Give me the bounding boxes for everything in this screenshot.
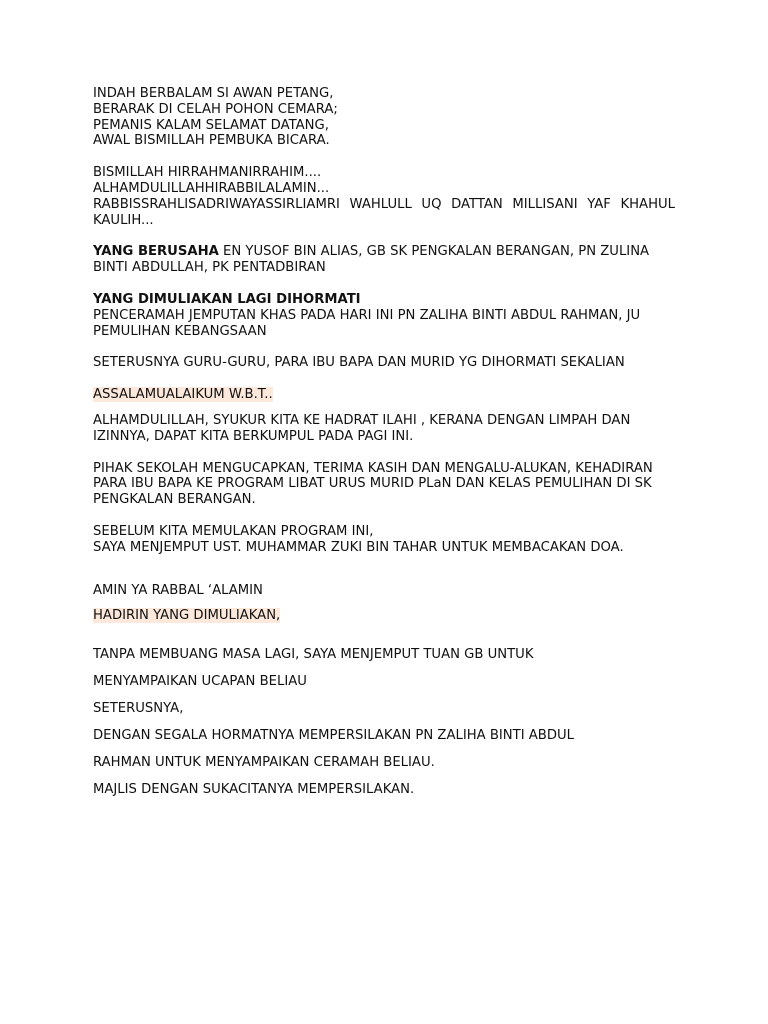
closing-paragraph	[93, 641, 675, 803]
alhamdulillah-paragraph: ALHAMDULILLAH, SYUKUR KITA KE HADRAT ILAHI , KERANA DENGAN LIMPAH DAN IZINNYA, DAPAT KITA BERKUMPUL PADA PAGI INI.	[93, 412, 631, 444]
prayer-line: ALHAMDULILLAHHIRABBILALAMIN...	[93, 180, 330, 196]
closing-line: TANPA MEMBUANG MASA LAGI, SAYA MENJEMPUT TUAN GB UNTUK	[93, 647, 534, 663]
opening-poem	[93, 86, 675, 149]
closing-line: SETERUSNYA,	[93, 701, 184, 717]
poem-line: INDAH BERBALAM SI AWAN PETANG,	[93, 86, 334, 101]
doa-paragraph	[93, 524, 675, 556]
doa-line: SEBELUM KITA MEMULAKAN PROGRAM INI,	[93, 523, 374, 539]
poem-line: PEMANIS KALAM SELAMAT DATANG,	[93, 117, 329, 133]
yang-dimuliakan-paragraph	[93, 292, 675, 339]
yang-dimuliakan-text: PENCERAMAH JEMPUTAN KHAS PADA HARI INI PN ZALIHA BINTI ABDUL RAHMAN, JU PEMULIHAN KEBANGSAAN	[93, 307, 641, 339]
poem-line: AWAL BISMILLAH PEMBUKA BICARA.	[93, 133, 330, 149]
closing-line: MAJLIS DENGAN SUKACITANYA MEMPERSILAKAN.	[93, 782, 415, 798]
seterusnya-guru-paragraph: SETERUSNYA GURU-GURU, PARA IBU BAPA DAN MURID YG DIHORMATI SEKALIAN	[93, 355, 625, 371]
salam-highlight: ASSALAMUALAIKUM W.B.T..	[93, 387, 273, 403]
salam-line	[93, 387, 675, 403]
opening-prayer	[93, 165, 675, 228]
prayer-line: RABBISSRAHLISADRIWAYASSIRLIAMRI WAHLULL UQ DATTAN MILLISANI YAF KHAHUL KAULIH...	[93, 196, 675, 228]
document-page	[93, 86, 675, 803]
closing-line: MENYAMPAIKAN UCAPAN BELIAU	[93, 674, 307, 690]
yang-berusaha-text: EN YUSOF BIN ALIAS, GB SK PENGKALAN BERANGAN, PN ZULINA BINTI ABDULLAH, PK PENTADBIRAN	[93, 244, 650, 276]
prayer-line: BISMILLAH HIRRAHMANIRRAHIM....	[93, 165, 322, 181]
hadirin-line	[93, 608, 675, 624]
hadirin-highlight: HADIRIN YANG DIMULIAKAN,	[93, 608, 281, 624]
amin-line: AMIN YA RABBAL ‘ALAMIN	[93, 582, 263, 598]
yang-berusaha-label: YANG BERUSAHA	[93, 244, 219, 260]
closing-line: DENGAN SEGALA HORMATNYA MEMPERSILAKAN PN ZALIHA BINTI ABDUL	[93, 728, 575, 744]
yang-dimuliakan-label: YANG DIMULIAKAN LAGI DIHORMATI	[93, 291, 361, 307]
poem-line: BERARAK DI CELAH POHON CEMARA;	[93, 101, 338, 117]
closing-line: RAHMAN UNTUK MENYAMPAIKAN CERAMAH BELIAU.	[93, 755, 435, 771]
yang-berusaha-paragraph	[93, 244, 675, 276]
pihak-sekolah-paragraph: PIHAK SEKOLAH MENGUCAPKAN, TERIMA KASIH DAN MENGALU-ALUKAN, KEHADIRAN PARA IBU BAPA KE PROGRAM LIBAT URUS MURID PLaN DAN KELAS PEMULIHAN DI SK PENGKALAN BERANGAN.	[93, 460, 653, 508]
doa-line: SAYA MENJEMPUT UST. MUHAMMAR ZUKI BIN TAHAR UNTUK MEMBACAKAN DOA.	[93, 539, 624, 555]
